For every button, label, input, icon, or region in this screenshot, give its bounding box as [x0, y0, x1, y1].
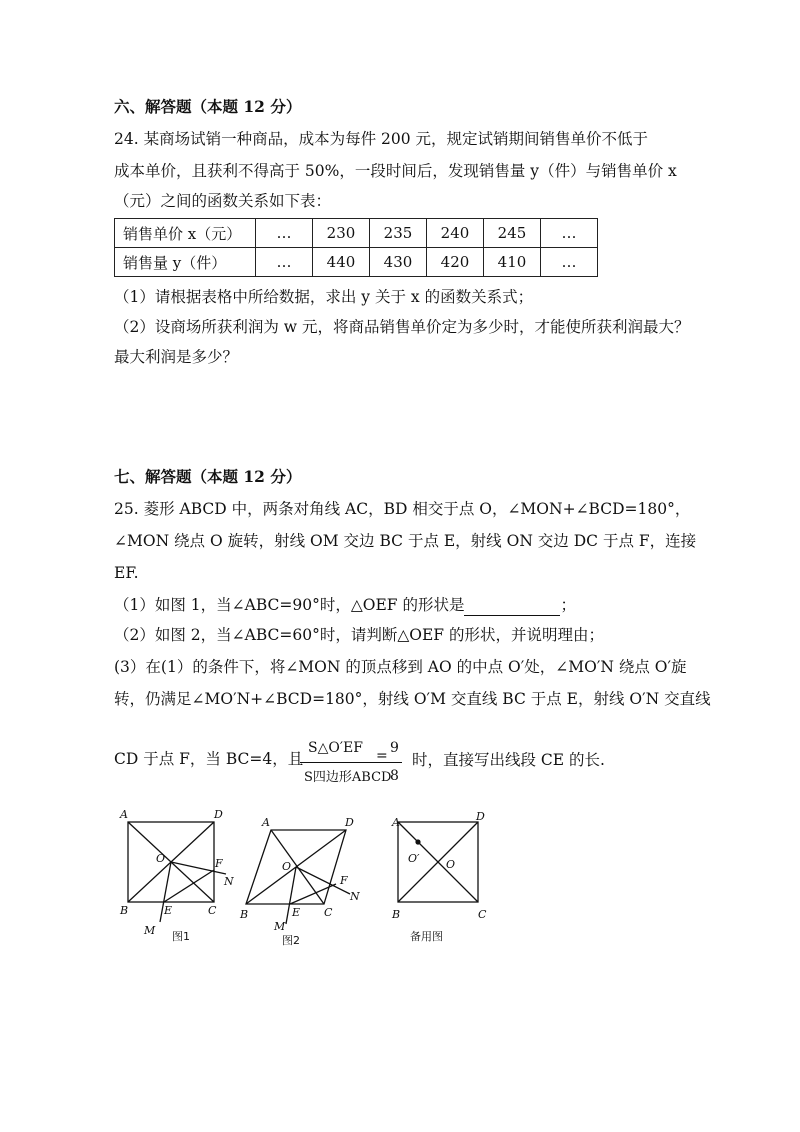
q25-sub1-suffix: ； — [560, 596, 576, 614]
table-cell: … — [256, 219, 313, 248]
label-o: O — [446, 858, 456, 871]
segment-ef — [164, 870, 214, 902]
table-cell: 430 — [370, 248, 427, 277]
q25-line1: 25. 菱形 ABCD 中，两条对角线 AC，BD 相交于点 O，∠MON+∠BCD=180°， — [114, 500, 691, 518]
label-d: D — [345, 816, 354, 829]
price-sales-table — [114, 218, 598, 277]
fraction-bar — [300, 762, 388, 763]
q25-sub3-line2: 转，仍满足∠MO′N+∠BCD=180°，射线 O′M 交直线 BC 于点 E，射线 O′N 交直线 — [114, 690, 711, 708]
label-a: A — [120, 808, 128, 821]
ratio-value-fraction — [388, 740, 406, 790]
table-cell: 销售单价 x（元） — [115, 219, 256, 248]
ratio-bar — [388, 762, 402, 763]
q24-line1: 24. 某商场试销一种商品，成本为每件 200 元，规定试销期间销售单价不低于 — [114, 130, 649, 148]
ratio-numerator: 9 — [390, 740, 399, 756]
q25-line2: ∠MON 绕点 O 旋转，射线 OM 交边 BC 于点 E，射线 ON 交边 DC 于点 F，连接 — [114, 532, 697, 550]
label-a: A — [392, 816, 400, 829]
table-cell: 240 — [427, 219, 484, 248]
label-m: M — [274, 920, 286, 933]
table-cell: … — [256, 248, 313, 277]
figure-3-caption: 备用图 — [410, 930, 443, 943]
table-row — [115, 219, 598, 248]
label-o-prime: O′ — [408, 852, 420, 865]
equals-sign: = — [376, 748, 388, 764]
fraction-numerator: S△O′EF — [308, 740, 363, 756]
label-a: A — [262, 816, 270, 829]
figure-1-caption: 图1 — [172, 930, 190, 943]
figure-1-labels — [119, 808, 234, 943]
q25-sub1-text: （1）如图 1，当∠ABC=90°时，△OEF 的形状是 — [114, 596, 465, 614]
label-f: F — [340, 874, 348, 887]
label-d: D — [214, 808, 223, 821]
label-e: E — [164, 904, 173, 917]
label-c: C — [208, 904, 217, 917]
table-cell: 420 — [427, 248, 484, 277]
label-n: N — [224, 875, 234, 888]
table-cell: 230 — [313, 219, 370, 248]
label-m: M — [144, 924, 156, 937]
label-n: N — [350, 890, 360, 903]
area-ratio-fraction — [300, 738, 392, 788]
label-c: C — [324, 906, 333, 919]
label-e: E — [292, 906, 301, 919]
label-f: F — [215, 857, 223, 870]
label-d: D — [476, 810, 485, 823]
figure-2-labels — [239, 816, 360, 947]
section7-heading: 七、解答题（本题 12 分） — [114, 467, 302, 486]
q25-sub2: （2）如图 2，当∠ABC=60°时，请判断△OEF 的形状，并说明理由； — [114, 626, 604, 644]
q25-line3: EF. — [114, 564, 139, 582]
label-b: B — [120, 904, 129, 917]
fraction-denominator: S四边形ABCD — [304, 770, 392, 785]
label-o: O — [156, 852, 166, 865]
table-cell: 销售量 y（件） — [115, 248, 256, 277]
geometry-figures — [116, 800, 506, 950]
table-cell: 235 — [370, 219, 427, 248]
label-b: B — [240, 908, 249, 921]
table-cell: 410 — [484, 248, 541, 277]
table-cell: 245 — [484, 219, 541, 248]
answer-blank — [464, 597, 560, 616]
ratio-denominator: 8 — [390, 768, 399, 784]
table-row — [115, 248, 598, 277]
table-cell: … — [541, 219, 598, 248]
q24-sub2-line2: 最大利润是多少？ — [114, 348, 239, 366]
segment-ef — [290, 884, 336, 904]
label-o: O — [282, 860, 292, 873]
label-c: C — [478, 908, 487, 921]
q24-line3: （元）之间的函数关系如下表： — [114, 192, 332, 210]
table-cell: … — [541, 248, 598, 277]
figure-2-caption: 图2 — [282, 934, 300, 947]
q24-sub2-line1: （2）设商场所获利润为 w 元，将商品销售单价定为多少时，才能使所获利润最大？ — [114, 318, 690, 336]
q25-sub3-line3-prefix: CD 于点 F，当 BC=4，且 — [114, 750, 304, 768]
section6-heading: 六、解答题（本题 12 分） — [114, 97, 302, 116]
q25-sub3-line1: (3）在(1）的条件下，将∠MON 的顶点移到 AO 的中点 O′处，∠MO′N 绕点 O′旋 — [114, 658, 687, 676]
q25-sub3-line3-suffix: 时，直接写出线段 CE 的长. — [412, 751, 605, 769]
label-b: B — [392, 908, 401, 921]
q25-sub1 — [114, 594, 576, 616]
q24-line2: 成本单价，且获利不得高于 50%，一段时间后，发现销售量 y（件）与销售单价 x — [114, 162, 677, 180]
q24-sub1: （1）请根据表格中所给数据，求出 y 关于 x 的函数关系式； — [114, 288, 534, 306]
point-o-prime — [415, 839, 420, 844]
table-cell: 440 — [313, 248, 370, 277]
